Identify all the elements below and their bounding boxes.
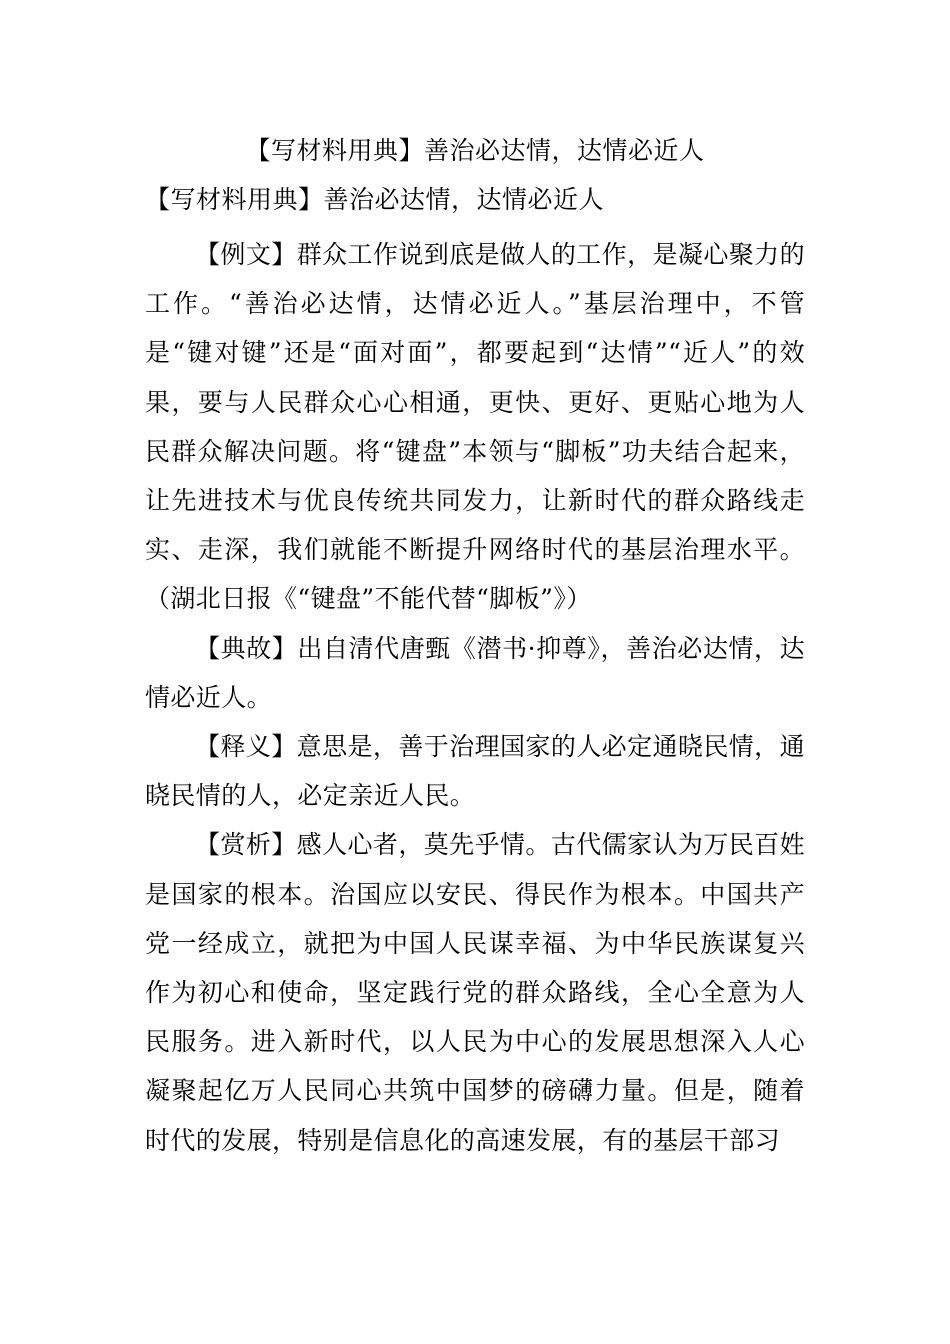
paragraph-meaning: 【释义】意思是，善于治理国家的人必定通晓民情，通晓民情的人，必定亲近人民。 (145, 732, 805, 811)
page-title: 【写材料用典】善治必达情，达情必近人 (245, 136, 705, 165)
paragraph-allusion: 【典故】出自清代唐甄《潜书·抑尊》，善治必达情，达情必近人。 (145, 633, 805, 712)
paragraph-appreciation: 【赏析】感人心者，莫先乎情。古代儒家认为万民百姓是国家的根本。治国应以安民、得民作为根本。中国共产党一经成立，就把为中国人民谋幸福、为中华民族谋复兴作为初心和使命，坚定践行党的群众路线，全心全意为人民服务。进入新时代，以人民为中心的发展思想深入人心凝聚起亿万人民同心共筑中国梦的磅礴力量。但是，随着时代的发展，特别是信息化的高速发展，有的基层干部习 (145, 830, 805, 1155)
page-subtitle: 【写材料用典】善治必达情，达情必近人 (145, 185, 605, 214)
document-body (145, 230, 805, 1165)
paragraph-example: 【例文】群众工作说到底是做人的工作，是凝心聚力的工作。“善治必达情，达情必近人。”基层治理中，不管是“键对键”还是“面对面”，都要起到“达情”“近人”的效果，要与人民群众心心相通，更快、更好、更贴心地为人民群众解决问题。将“键盘”本领与“脚板”功夫结合起来，让先进技术与优良传统共同发力，让新时代的群众路线走实、走深，我们就能不断提升网络时代的基层治理水平。（湖北日报《“键盘”不能代替“脚板”》） (145, 240, 805, 614)
